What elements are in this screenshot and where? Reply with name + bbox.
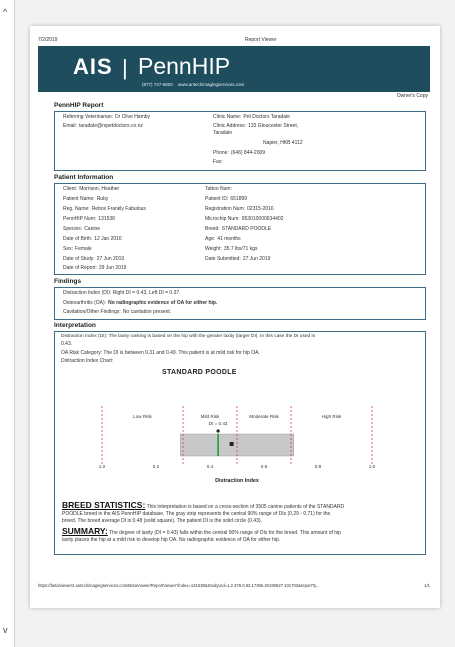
clinic-phone: Phone: (646) 844-2009 [213, 150, 266, 156]
summary: SUMMARY: The degree of laxity (DI = 0.43) falls within the central 90% range of DIs for the breed. This amount of hip laxity places the hip at a mild risk to develop hip OA. No radiographic evidence of OA for either hip. [62, 526, 341, 544]
client: Client: Morrison, Heather [63, 186, 120, 192]
risk-band-label-1: Mild Risk [200, 414, 220, 419]
pennhip-logo: PennHIP [138, 53, 231, 79]
report-page [30, 26, 440, 608]
print-title: Report Viewer [245, 37, 277, 43]
reg-name: Reg. Name: Rebox Frankly Fabulous [63, 206, 146, 212]
breed: Breed: STANDARD POODLE [205, 226, 272, 232]
summary-heading: SUMMARY: [62, 526, 108, 536]
scroll-up-icon[interactable]: ^ [3, 7, 8, 17]
interp-di-value: 0.43. [61, 341, 73, 347]
clinic-address-2: Taradale [213, 130, 233, 136]
breed-statistics: BREED STATISTICS: This interpretation is based on a cross-section of 3505 canine patients of the STANDARD POODLE breed in the AIS PennHIP database. The gray strip represents the central 90% range of DIs (0.29 - 0.71) for the breed. The breed average DI is 0.48 (solid square). The patient DI is the solid circle (0.43). [62, 500, 345, 525]
age: Age: 41 months [205, 236, 241, 242]
patient-section-title: Patient Information [54, 174, 114, 181]
patient-di-circle [217, 429, 220, 432]
risk-band-label-0: Low Risk [133, 414, 152, 419]
scroll-down-icon[interactable]: v [3, 625, 8, 635]
breed-average-square [230, 442, 234, 446]
breed-statistics-heading: BREED STATISTICS: [62, 500, 146, 510]
findings-cavitation: Cavitation/Other Findings: No cavitation present. [63, 309, 172, 315]
ais-logo: AIS [73, 54, 113, 79]
footer-url: https://beta/viewer2.antechimagingservices.com/BetaViewer/ReportViewer?index=131538&StudyUid=1.2.276.0.93.17366.20190627.101703&reportTy... [38, 583, 320, 588]
registration-num: Registration Num: 02315-2016 [205, 206, 274, 212]
owners-copy-label: Owner's Copy [396, 93, 428, 99]
pennhip-banner [38, 46, 430, 92]
interp-oa-risk: OA Risk Category: The DI is between 0.31 and 0.49. This patient is at mild risk for hip OA. [61, 350, 260, 356]
patient-name: Patient Name: Ruby [63, 196, 109, 202]
x-tick-label-1: 0.2 [152, 464, 160, 469]
pennhip-num: PennHIP Num: 131538 [63, 216, 115, 222]
interp-chart-label: Distraction Index Chart: [61, 358, 114, 364]
x-tick-label-4: 0.8 [314, 464, 322, 469]
date-of-report: Date of Report: 29 Jun 2019 [63, 265, 127, 271]
clinic-fax: Fax: [213, 159, 223, 165]
referring-vet: Referring Veterinarian: Dr Clive Hamby [63, 114, 151, 120]
breed-range-strip [180, 434, 293, 456]
species: Species: Canine [63, 226, 101, 232]
report-section-title: PennHIP Report [54, 102, 104, 109]
findings-section-title: Findings [54, 278, 82, 285]
findings-box [54, 287, 426, 320]
distraction-index-chart [58, 378, 420, 496]
clinic-address: Clinic Address: 133 Gloucester Street, [213, 123, 299, 129]
report-box [54, 111, 426, 171]
x-tick-label-5: 1.0 [368, 464, 376, 469]
microchip-num: Microchip Num: 953010000634402 [205, 216, 284, 222]
x-axis-label: Distraction Index [215, 478, 259, 484]
risk-band-label-2: Moderate Risk [249, 414, 279, 419]
sex: Sex: Female [63, 246, 92, 252]
patient-di-label: DI = 0.43 [208, 421, 228, 426]
x-tick-label-2: 0.4 [206, 464, 214, 469]
footer-page-number: 1/1 [424, 583, 430, 588]
x-tick-label-0: 1.0 [98, 464, 106, 469]
viewer-gutter [0, 0, 15, 647]
print-date: 7/2/2019 [38, 37, 58, 43]
logo-separator: | [122, 55, 128, 80]
chart-title: STANDARD POODLE [162, 369, 237, 376]
date-of-birth: Date of Birth: 12 Jan 2016 [63, 236, 122, 242]
banner-website: www.antechimagingservices.com [178, 82, 245, 87]
banner-phone: (877) 727-6800 [142, 82, 173, 87]
weight: Weight: 35.7 lbs/71 kgs [205, 246, 258, 252]
interpretation-section-title: Interpretation [54, 322, 96, 329]
email: Email: taradale@rspetdoctors.co.nz [63, 123, 143, 129]
risk-band-label-3: High Risk [321, 414, 342, 419]
date-submitted: Date Submitted: 27 Jun 2019 [205, 256, 271, 262]
clinic-name: Clinic Name: Pet Doctors Taradale [213, 114, 290, 120]
date-of-study: Date of Study: 27 Jun 2019 [63, 256, 125, 262]
patient-id: Patient ID: 651899 [205, 196, 248, 202]
interp-di-line: Distraction Index (DI): The laxity ranking is based on the hip with the greater laxity (larger DI). In this case the DI used is [61, 334, 315, 339]
clinic-address-3: Napier, HKB 4112 [263, 140, 303, 146]
findings-oa: Osteoarthritis (OA): No radiographic evidence of OA for either hip. [63, 300, 218, 306]
x-tick-label-3: 0.6 [260, 464, 268, 469]
patient-box [54, 183, 426, 275]
tattoo-num: Tattoo Num: [205, 186, 232, 192]
findings-di: Distraction Index (DI): Right DI = 0.43, Left DI = 0.37. [63, 290, 181, 296]
